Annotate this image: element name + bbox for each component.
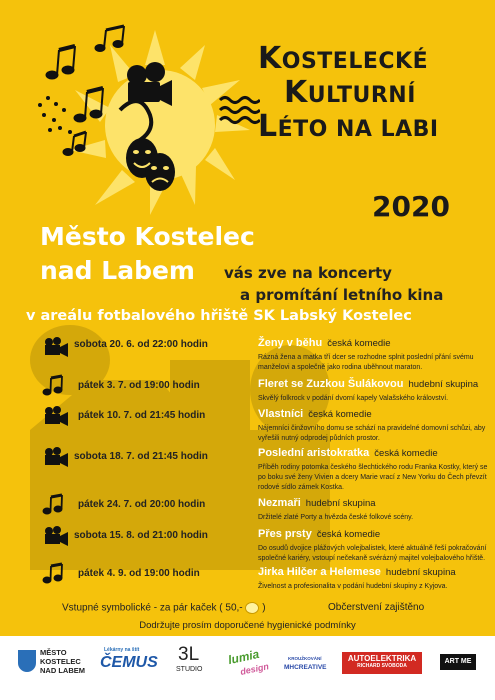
mh-small-label: KROUŽKOVÁNÍ [288,656,322,661]
autoelektrika-logo: AUTOELEKTRIKA RICHARD SVOBODA [342,652,422,674]
lumia-logo: lumia [226,646,261,668]
festival-title [258,41,439,146]
event-title: Vlastníci česká komedie [258,408,372,420]
cemus-logo: ČEMUS [100,654,158,671]
lumia-design-label: design [239,661,270,677]
town-crest-icon [18,650,36,672]
event-title: Nezmaři hudební skupina [258,497,376,509]
refreshments-note: Občerstvení zajištěno [328,602,425,613]
organizer-line-2: nad Labem [40,256,195,285]
coin-smiley-icon [245,602,259,614]
event-date: pátek 3. 7. od 19:00 hodin [78,380,200,391]
festival-year: 2020 [372,190,450,223]
event-title: Poslední aristokratka česká komedie [258,447,438,459]
invitation-line-1: vás zve na koncerty [224,264,392,282]
event-description: Příběh rodiny potomka českého šlechtického rodu Franka Kostky, který se po boku své ženy Vivien a dcery Marie vrací z New Yorku do Čech převzít rodové sídlo zámek Kostka. [258,464,488,491]
venue-text: v areálu fotbalového hřiště SK Labský Kostelec [26,308,412,324]
studio-3l-logo: 3L [178,644,200,665]
music-notes-icon [42,374,70,394]
cemus-tagline: Lékárny na štít [104,647,140,653]
event-title: Ženy v běhu česká komedie [258,337,391,349]
festival-sun-logo [30,20,260,220]
camera-icon [42,406,70,426]
event-description: Skvělý folkrock v podání dvorní kapely Valašského království. [258,395,449,402]
art-me-logo: ART ME [440,654,476,670]
event-description: Držitelé zlaté Porty a hvězda české folkové scény. [258,514,414,521]
camera-icon [42,337,70,357]
event-date: pátek 4. 9. od 19:00 hodin [78,568,200,579]
music-notes-icon [42,562,70,582]
event-description: Do osudů dvojice plážových volejbalistek, které aktuálně řeší pokračování společné kariéry, vstoupí nečekaně svérázný majitel volejbalového hřiště. [258,545,487,562]
hygiene-note: Dodržujte prosím doporučené hygienické podmínky [139,620,356,631]
mhcreative-logo: MHCREATIVE [284,664,327,671]
town-logo: MĚSTO KOSTELEC NAD LABEM [40,648,85,675]
camera-icon [42,447,70,467]
event-title: Přes prsty česká komedie [258,528,381,540]
music-notes-icon [42,493,70,513]
title-line-2: KULTURNÍ [284,75,416,110]
event-description: Nájemníci činžovního domu se schází na pravidelné domovní schůzi, aby vyřešili nutný odprodej půdních prostor. [258,425,486,442]
event-title: Jirka Hilčer a Helemese hudební skupina [258,566,456,578]
organizer-name [40,220,255,288]
event-title: Fleret se Zuzkou Šulákovou hudební skupina [258,378,479,390]
event-date: sobota 15. 8. od 21:00 hodin [74,530,208,541]
sponsor-logos [0,636,495,700]
event-description: Rázná žena a matka tří dcer se rozhodne splnit poslední přání svému manželovi a společně jako rodina uběhnout maraton. [258,354,474,371]
title-line-1: KOSTELECKÉ [258,41,429,76]
invitation-text [224,262,443,306]
event-date: sobota 18. 7. od 21:45 hodin [74,451,208,462]
event-description: Živelnost a profesionalita v podání hudební skupiny z Kyjova. [258,583,448,590]
title-line-3: LÉTO NA LABI [258,109,439,144]
event-date: pátek 10. 7. od 21:45 hodin [78,410,206,421]
organizer-line-1: Město Kostelec [40,222,255,251]
event-date: pátek 24. 7. od 20:00 hodin [78,499,206,510]
event-date: sobota 20. 6. od 22:00 hodin [74,339,208,350]
entry-fee: Vstupné symbolické - za pár kaček ( 50,- ) [62,602,266,614]
camera-icon [42,526,70,546]
studio-3l-label: STUDIO [176,666,203,673]
invitation-line-2: a promítání letního kina [240,286,444,304]
